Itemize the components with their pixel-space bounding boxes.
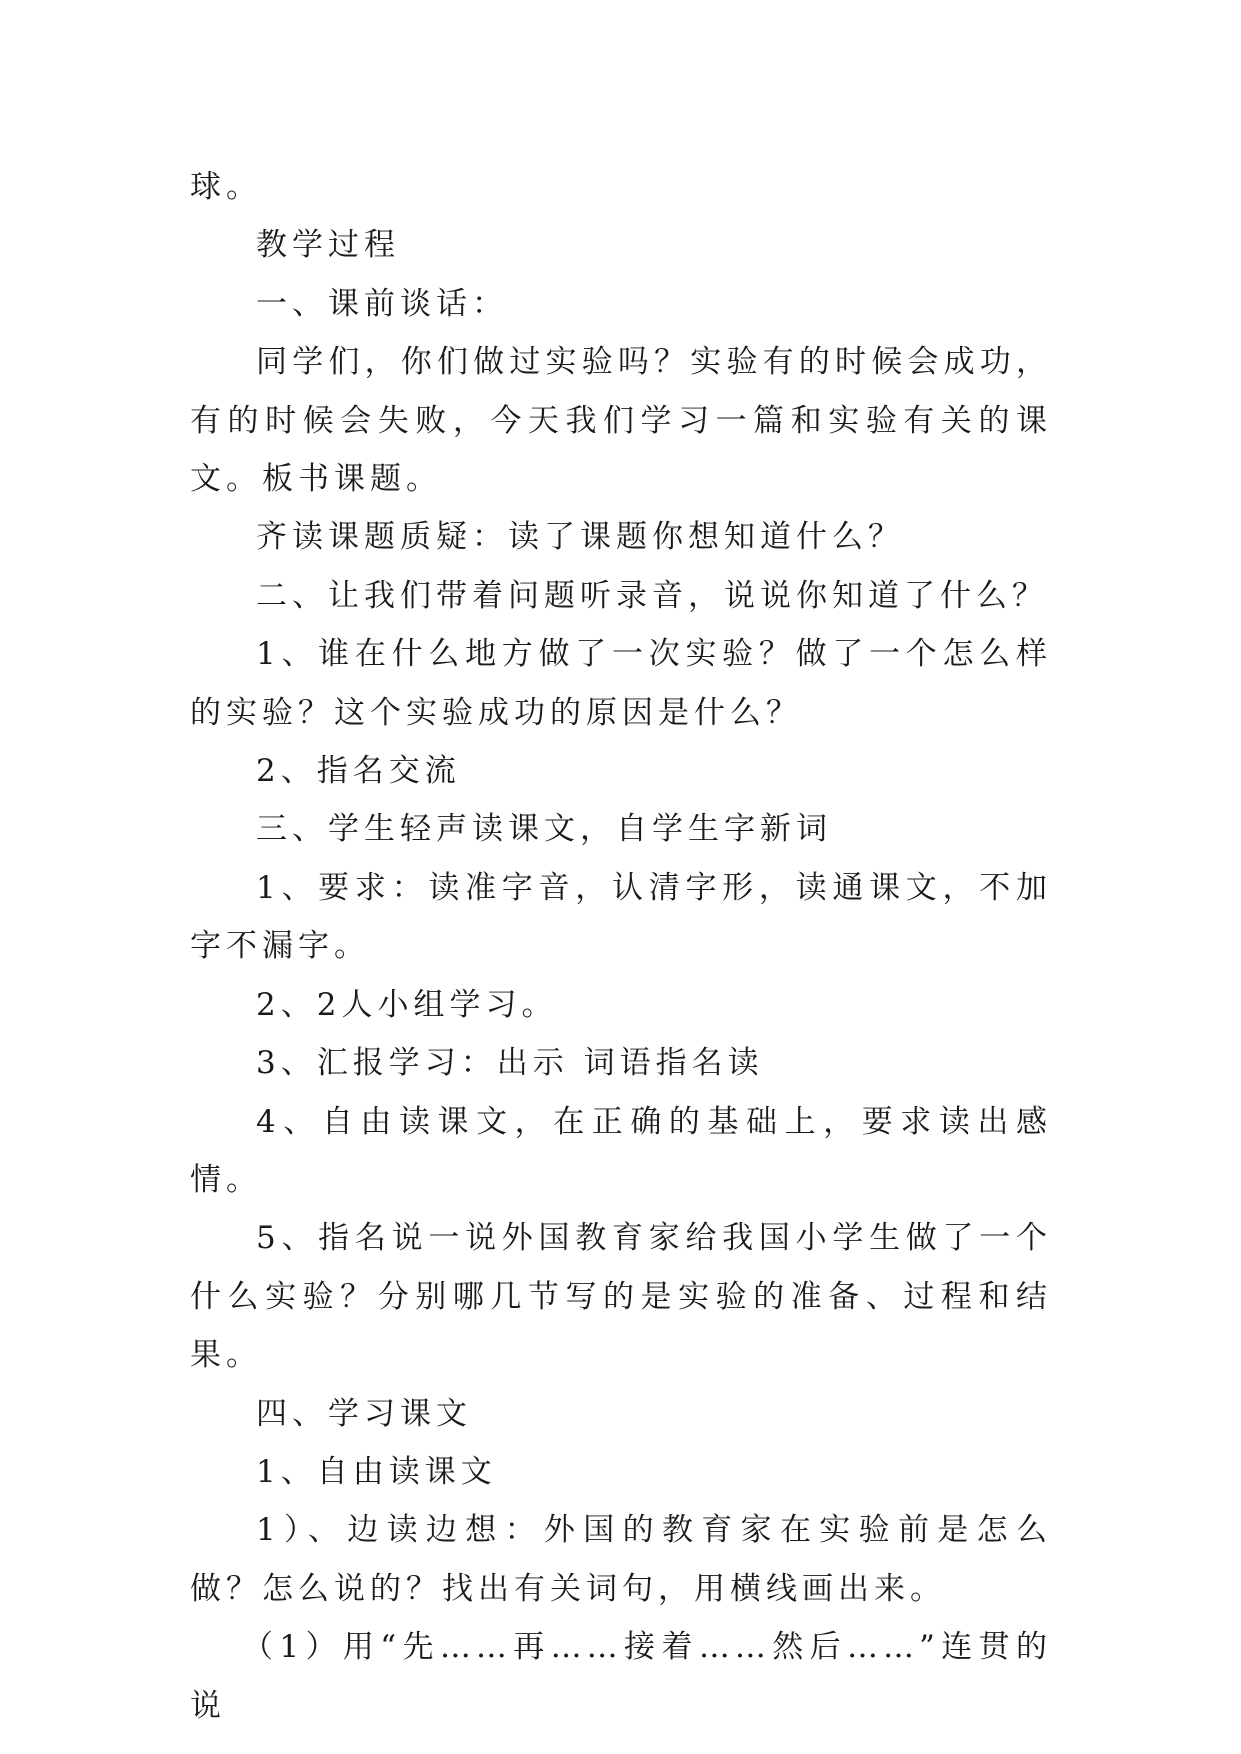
paragraph-continuation: 球。 xyxy=(190,169,262,205)
section-heading-teaching-process: 教学过程 xyxy=(256,227,400,264)
document-page xyxy=(190,158,1052,1735)
list-item: 1、谁在什么地方做了一次实验？做了一个怎么样的实验？这个实验成功的原因是什么？ xyxy=(190,636,1052,731)
sub-list-item: 1）、边读边想：外国的教育家在实验前是怎么做？怎么说的？找出有关词句，用横线画出来。 xyxy=(190,1512,1052,1607)
list-item: 4、自由读课文，在正确的基础上，要求读出感情。 xyxy=(190,1103,1052,1198)
list-item: 2、指名交流 xyxy=(256,753,461,790)
list-item: 5、指名说一说外国教育家给我国小学生做了一个什么实验？分别哪几节写的是实验的准备、过程和结果。 xyxy=(190,1220,1052,1374)
section-heading-4: 四、学习课文 xyxy=(256,1395,472,1432)
list-item: 3、汇报学习：出示 词语指名读 xyxy=(256,1045,764,1082)
paragraph: 齐读课题质疑：读了课题你想知道什么？ xyxy=(256,519,904,556)
section-heading-1: 一、课前谈话： xyxy=(256,285,508,322)
list-item: 2、2人小组学习。 xyxy=(256,986,558,1023)
sub-list-item: （1）用“先……再……接着……然后……”连贯的说 xyxy=(190,1629,1052,1724)
paragraph: 同学们，你们做过实验吗？实验有的时候会成功，有的时候会失败，今天我们学习一篇和实验有关的课文。板书课题。 xyxy=(190,344,1052,498)
list-item: 1、要求：读准字音，认清字形，读通课文，不加字不漏字。 xyxy=(190,869,1052,965)
list-item: 1、自由读课文 xyxy=(256,1453,497,1490)
section-heading-3: 三、学生轻声读课文，自学生字新词 xyxy=(256,811,832,848)
section-heading-2: 二、让我们带着问题听录音，说说你知道了什么？ xyxy=(256,577,1048,614)
